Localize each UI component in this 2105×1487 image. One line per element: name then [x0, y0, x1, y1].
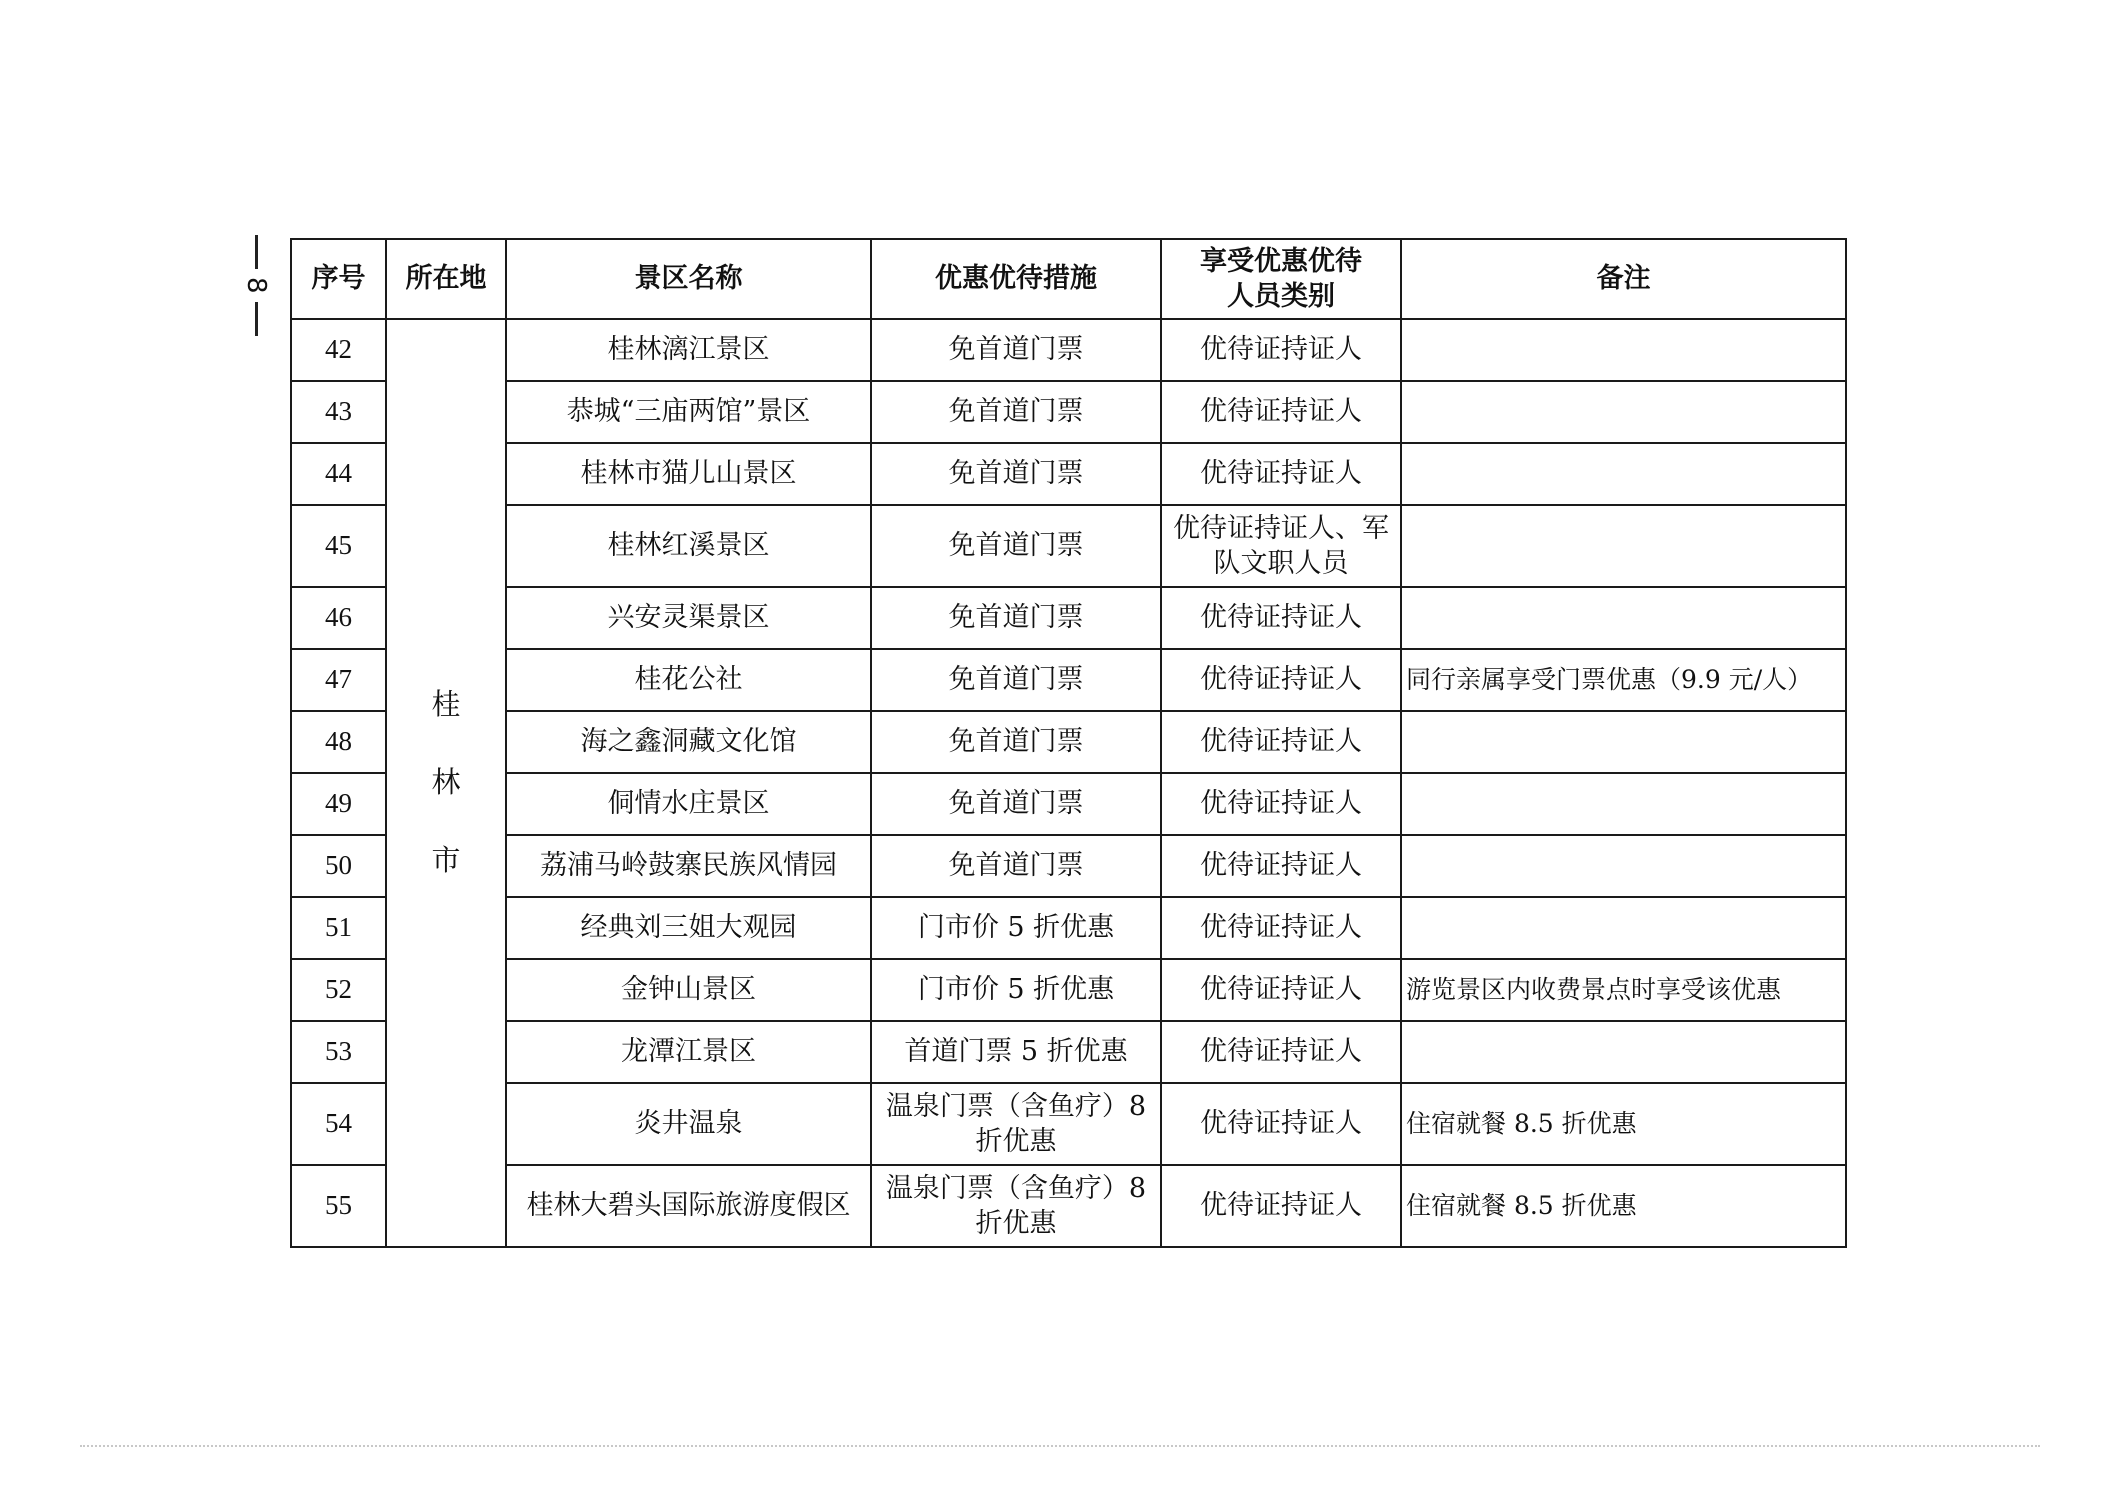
remark: 游览景区内收费景点时享受该优惠: [1401, 959, 1846, 1021]
eligible-category: 优待证持证人: [1161, 1165, 1401, 1247]
discount-measure: 免首道门票: [871, 773, 1161, 835]
table-row: [291, 1021, 1846, 1083]
row-number: 52: [291, 959, 386, 1021]
table-row: [291, 1083, 1846, 1165]
eligible-category: 优待证持证人: [1161, 835, 1401, 897]
location-cell: [386, 319, 506, 1247]
table-row: [291, 1165, 1846, 1247]
row-number: 50: [291, 835, 386, 897]
eligible-category: 优待证持证人: [1161, 443, 1401, 505]
scenic-name: 金钟山景区: [506, 959, 871, 1021]
eligible-category: 优待证持证人: [1161, 319, 1401, 381]
table-row: [291, 505, 1846, 587]
discount-measure: 免首道门票: [871, 443, 1161, 505]
scenic-name: 桂林红溪景区: [506, 505, 871, 587]
discount-measure: 门市价 5 折优惠: [871, 959, 1161, 1021]
location-char: 市: [431, 842, 461, 877]
row-number: 42: [291, 319, 386, 381]
table-row: [291, 773, 1846, 835]
discount-measure: 免首道门票: [871, 381, 1161, 443]
eligible-category: 优待证持证人: [1161, 381, 1401, 443]
table-row: [291, 587, 1846, 649]
remark: [1401, 897, 1846, 959]
header-measures: 优惠优待措施: [871, 239, 1161, 319]
table-row: [291, 711, 1846, 773]
table-row: [291, 319, 1846, 381]
remark: [1401, 505, 1846, 587]
scenic-name: 桂林市猫儿山景区: [506, 443, 871, 505]
table-row: [291, 649, 1846, 711]
discount-measure: 免首道门票: [871, 835, 1161, 897]
discount-measure: 免首道门票: [871, 587, 1161, 649]
scenic-name: 恭城“三庙两馆”景区: [506, 381, 871, 443]
table-row: [291, 443, 1846, 505]
row-number: 55: [291, 1165, 386, 1247]
remark: [1401, 1021, 1846, 1083]
scenic-name: 龙潭江景区: [506, 1021, 871, 1083]
header-scenic-name: 景区名称: [506, 239, 871, 319]
eligible-category: 优待证持证人: [1161, 711, 1401, 773]
row-number: 53: [291, 1021, 386, 1083]
discount-measure: 免首道门票: [871, 649, 1161, 711]
discount-measure: 免首道门票: [871, 505, 1161, 587]
remark: [1401, 711, 1846, 773]
row-number: 44: [291, 443, 386, 505]
page-number-dash-top: [255, 235, 258, 269]
discount-measure: 免首道门票: [871, 711, 1161, 773]
remark: 住宿就餐 8.5 折优惠: [1401, 1083, 1846, 1165]
scenic-name: 荔浦马岭鼓寨民族风情园: [506, 835, 871, 897]
row-number: 43: [291, 381, 386, 443]
table-row: [291, 835, 1846, 897]
header-eligible-line1: 享受优惠优待: [1200, 245, 1362, 277]
remark: 住宿就餐 8.5 折优惠: [1401, 1165, 1846, 1247]
row-number: 45: [291, 505, 386, 587]
scenic-name: 侗情水庄景区: [506, 773, 871, 835]
eligible-category: 优待证持证人: [1161, 1083, 1401, 1165]
location-char: 桂: [431, 687, 461, 722]
eligible-category: 优待证持证人: [1161, 649, 1401, 711]
table-header-row: [291, 239, 1846, 319]
scenic-name: 兴安灵渠景区: [506, 587, 871, 649]
remark: [1401, 587, 1846, 649]
table-row: [291, 959, 1846, 1021]
discount-measure: 免首道门票: [871, 319, 1161, 381]
location-text: [431, 686, 460, 879]
header-eligible-line2: 人员类别: [1227, 281, 1335, 312]
scenic-name: 海之鑫洞藏文化馆: [506, 711, 871, 773]
row-number: 48: [291, 711, 386, 773]
remark: [1401, 773, 1846, 835]
eligible-category: 优待证持证人: [1161, 1021, 1401, 1083]
discount-measure: 首道门票 5 折优惠: [871, 1021, 1161, 1083]
row-number: 54: [291, 1083, 386, 1165]
header-eligible: [1161, 239, 1401, 319]
header-seq: 序号: [291, 239, 386, 319]
discount-measure: 门市价 5 折优惠: [871, 897, 1161, 959]
scenic-name: 炎井温泉: [506, 1083, 871, 1165]
remark: [1401, 443, 1846, 505]
scan-noise-line: [80, 1445, 2040, 1449]
discount-measure: 温泉门票（含鱼疗）8 折优惠: [871, 1165, 1161, 1247]
header-remarks: 备注: [1401, 239, 1846, 319]
row-number: 49: [291, 773, 386, 835]
scenic-name: 桂林漓江景区: [506, 319, 871, 381]
eligible-category: 优待证持证人: [1161, 959, 1401, 1021]
discount-measure: 温泉门票（含鱼疗）8 折优惠: [871, 1083, 1161, 1165]
remark: [1401, 381, 1846, 443]
row-number: 47: [291, 649, 386, 711]
scenic-name: 桂花公社: [506, 649, 871, 711]
eligible-category: 优待证持证人: [1161, 773, 1401, 835]
remark: [1401, 319, 1846, 381]
row-number: 51: [291, 897, 386, 959]
row-number: 46: [291, 587, 386, 649]
page-number-dash-bottom: [255, 302, 258, 336]
table-row: [291, 897, 1846, 959]
page-number: 8: [241, 277, 271, 294]
eligible-category: 优待证持证人: [1161, 587, 1401, 649]
eligible-category: 优待证持证人: [1161, 897, 1401, 959]
header-location: 所在地: [386, 239, 506, 319]
scenic-discount-table: [290, 238, 1847, 1248]
location-char: 林: [431, 765, 461, 800]
remark: 同行亲属享受门票优惠（9.9 元/人）: [1401, 649, 1846, 711]
scenic-name: 经典刘三姐大观园: [506, 897, 871, 959]
table-row: [291, 381, 1846, 443]
remark: [1401, 835, 1846, 897]
page-number-marker: [241, 235, 271, 355]
scenic-name: 桂林大碧头国际旅游度假区: [506, 1165, 871, 1247]
eligible-category: 优待证持证人、军队文职人员: [1161, 505, 1401, 587]
